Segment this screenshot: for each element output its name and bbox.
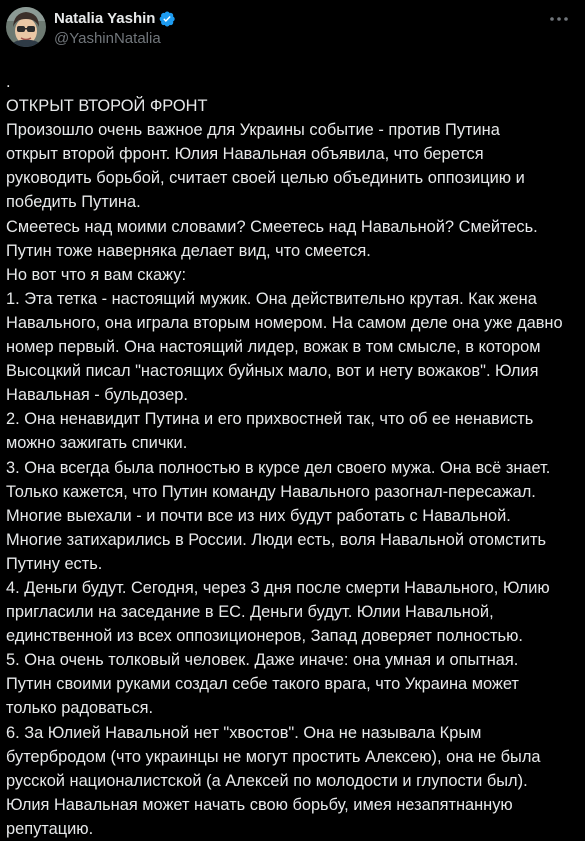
tweet-text-line: . (6, 73, 11, 91)
tweet-text-line: можно зажигать спички. (6, 434, 188, 453)
tweet-text-line: открыт второй фронт. Юлия Навальная объявила, что берется (6, 145, 484, 164)
tweet-text-line: только радоваться. (6, 699, 154, 718)
more-options-icon (549, 16, 569, 22)
tweet-text-line: 3. Она всегда была полностью в курсе дел своего мужа. Она всё знает. (6, 458, 551, 477)
tweet-text-line: русской националистской (а Алексей по молодости и глупости был). (6, 771, 528, 790)
tweet-text-line: единственной из всех оппозиционеров, Запад доверяет полностью. (6, 627, 523, 646)
tweet-text-line: 6. За Юлией Навальной нет "хвостов". Она не называла Крым (6, 723, 482, 742)
tweet-text-line: Многие выехали - и почти все из них будут работать с Навальной. (6, 506, 511, 525)
verified-badge-icon[interactable] (158, 10, 176, 28)
tweet-text-line: Путин тоже наверняка делает вид, что смеется. (6, 241, 371, 260)
tweet-text-line: ОТКРЫТ ВТОРОЙ ФРОНТ (6, 97, 208, 116)
tweet-text-line: 1. Эта тетка - настоящий мужик. Она действительно крутая. Как жена (6, 289, 537, 308)
tweet-text-line: победить Путина. (6, 193, 141, 212)
author-avatar[interactable] (6, 7, 46, 47)
tweet-text-line: 4. Деньги будут. Сегодня, через 3 дня после смерти Навального, Юлию (6, 578, 550, 597)
tweet-text-line: пригласили на заседание в ЕС. Деньги будут. Юлии Навальной, (6, 603, 494, 622)
tweet-text-line: Произошло очень важное для Украины событие - против Путина (6, 121, 500, 140)
tweet-text-line: Юлия Навальная может начать свою борьбу, имея незапятнанную (6, 795, 513, 814)
tweet-text-line: Только кажется, что Путин команду Навального разогнал-пересажал. (6, 482, 536, 501)
tweet-text-line: Высоцкий писал "настоящих буйных мало, вот и нету вожаков". Юлия (6, 362, 539, 381)
tweet-text-line: Путину есть. (6, 554, 103, 573)
more-options-button[interactable] (545, 8, 573, 30)
tweet-text-line: 5. Она очень толковый человек. Даже иначе: она умная и опытная. (6, 651, 519, 670)
tweet-text-line: бутербродом (что украинцы не могут простить Алексею), она не была (6, 747, 541, 766)
tweet-text-line: Смеетесь над моими словами? Смеетесь над Навальной? Смейтесь. (6, 217, 538, 236)
tweet-text-line: Навальная - бульдозер. (6, 386, 188, 405)
tweet-text-line: репутацию. (6, 819, 94, 838)
tweet-text-line: номер первый. Она настоящий лидер, вожак в том смысле, в котором (6, 338, 541, 357)
tweet-text (6, 70, 581, 841)
tweet-text-line: Путин своими руками создал себе такого врага, что Украина может (6, 675, 519, 694)
tweet-text-line: руководить борьбой, считает своей целью объединить оппозицию и (6, 169, 525, 188)
author-name-row (54, 9, 176, 29)
avatar-photo-icon (6, 7, 46, 47)
tweet-text-line: Но вот что я вам скажу: (6, 265, 187, 284)
author-handle[interactable]: @YashinNatalia (54, 30, 161, 47)
tweet-text-line: 2. Она ненавидит Путина и его прихвостней так, что об ее ненависть (6, 410, 534, 429)
tweet-text-line: Навального, она играла вторым номером. На самом деле она уже давно (6, 313, 563, 332)
tweet-text-line: Многие затихарились в России. Люди есть, воля Навальной отомстить (6, 530, 547, 549)
author-display-name[interactable]: Natalia Yashin (54, 10, 156, 27)
